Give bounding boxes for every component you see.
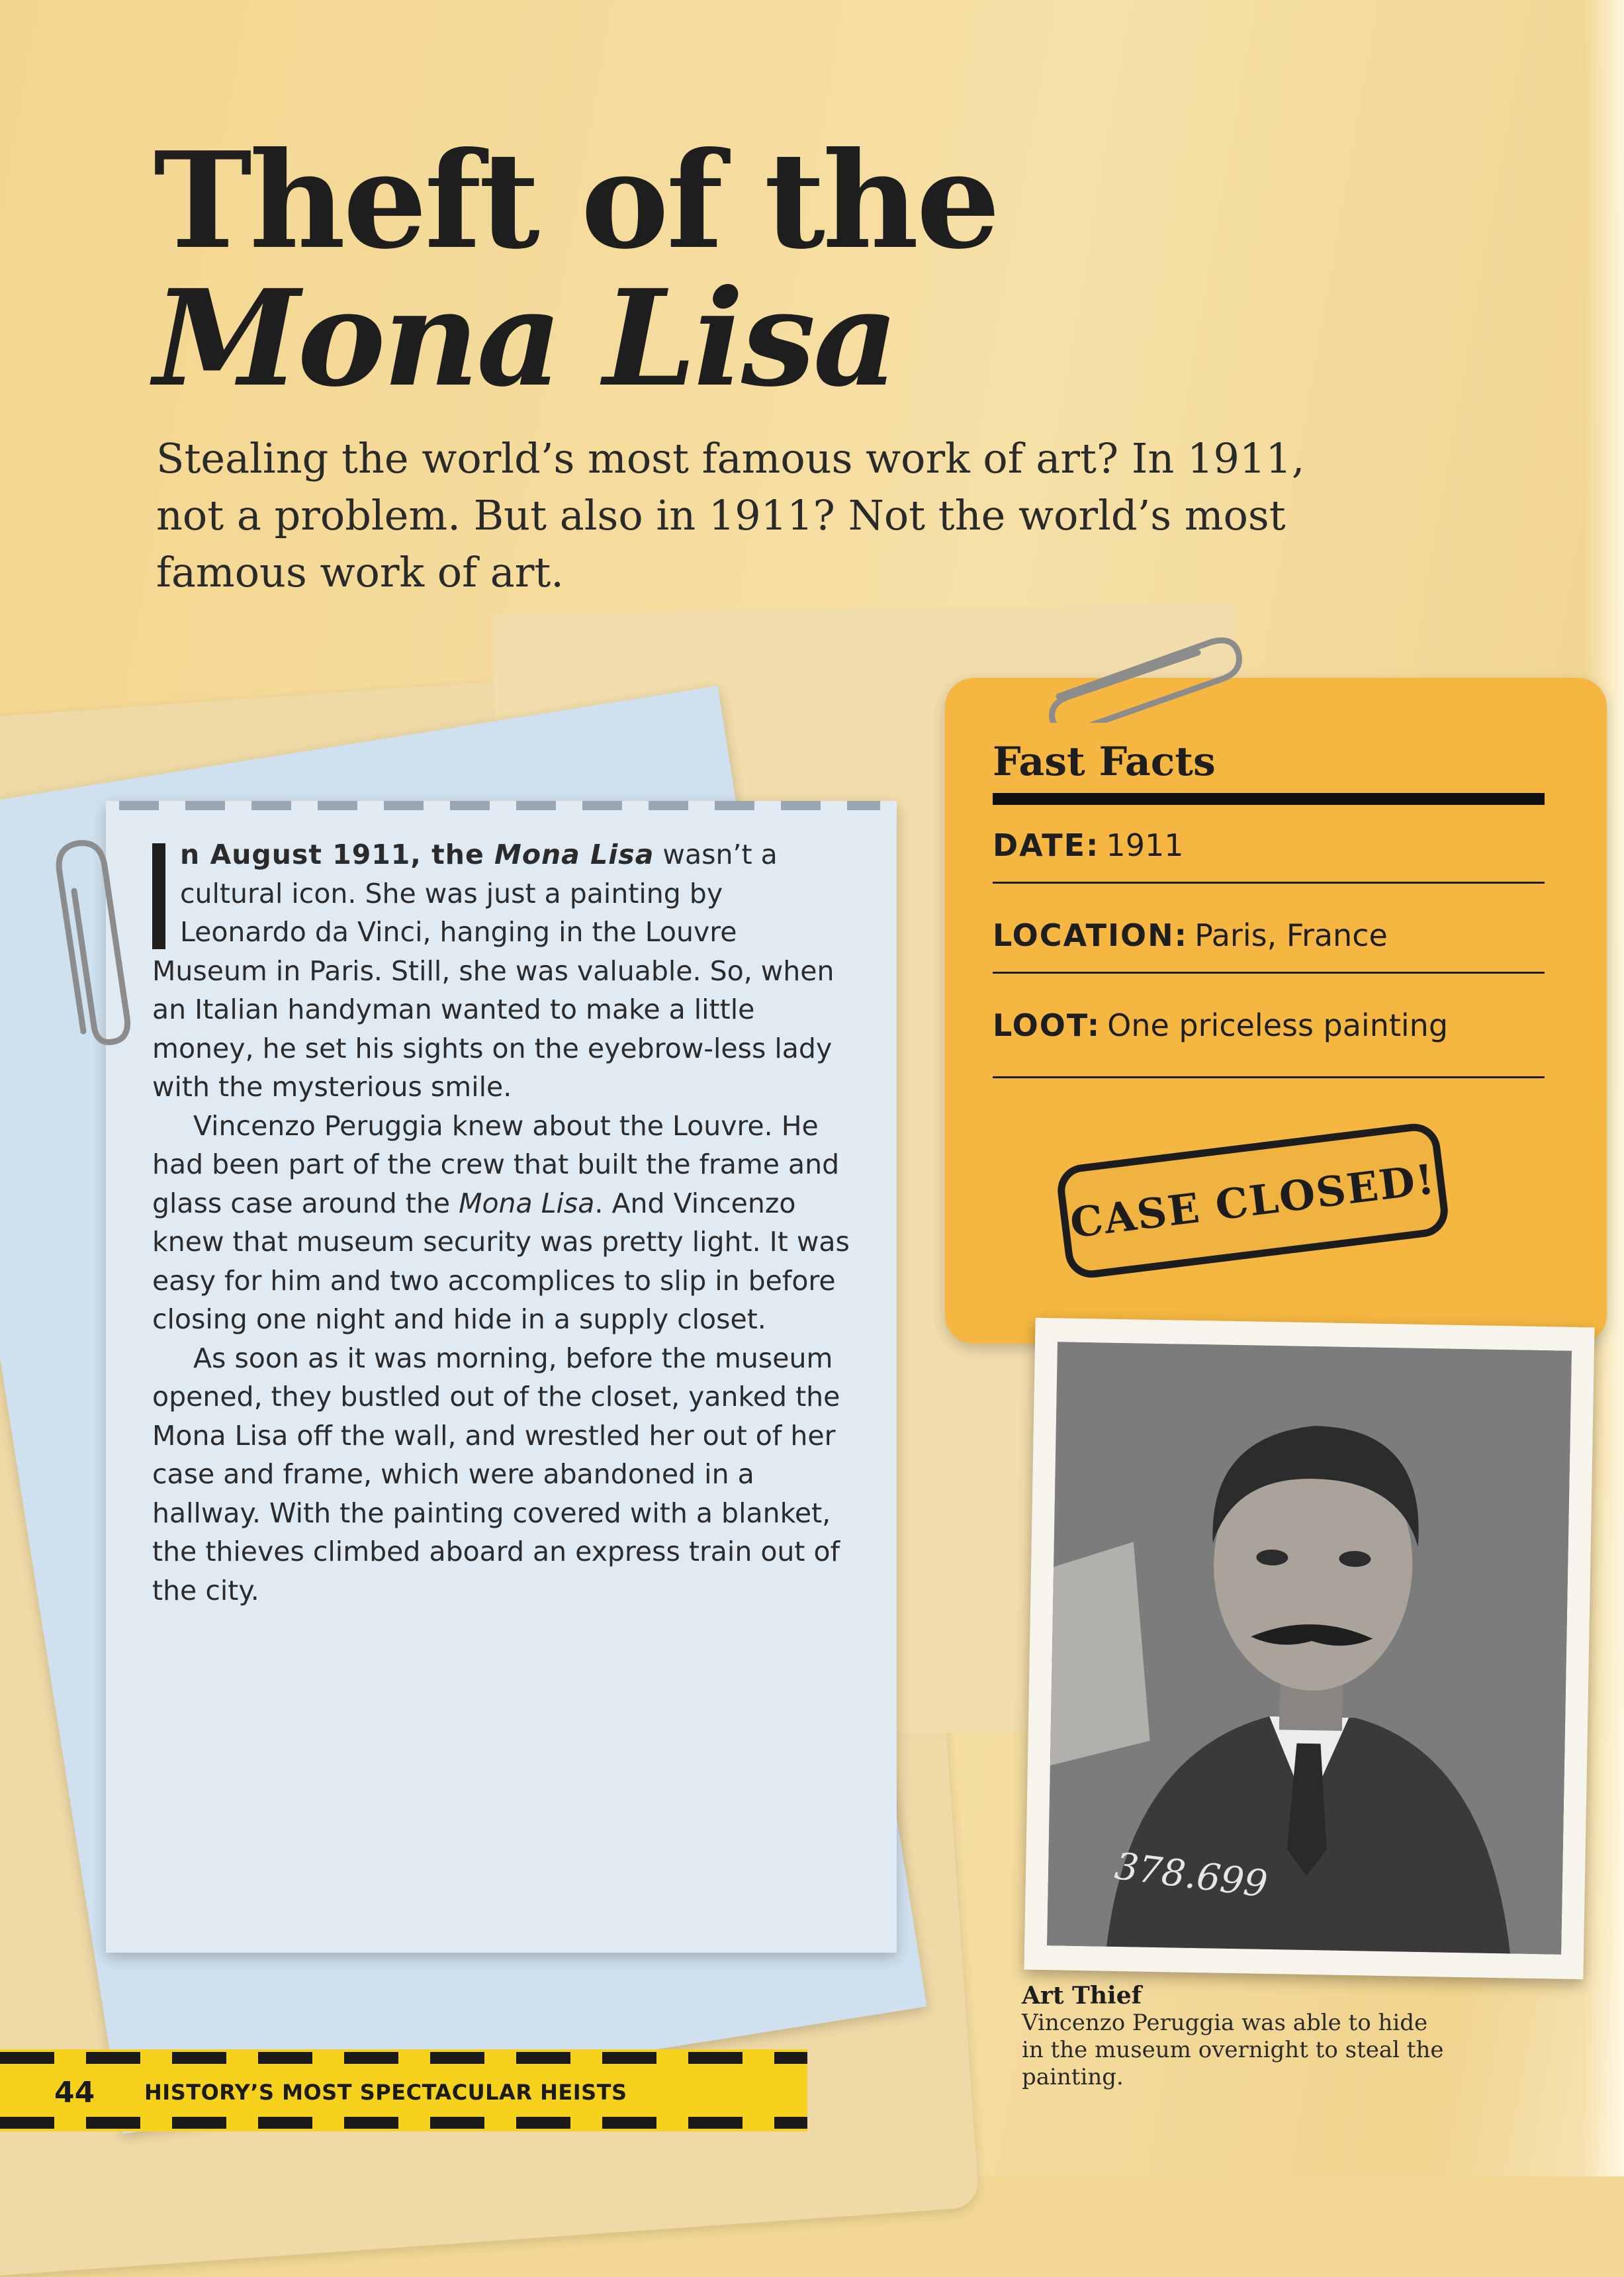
fact-date xyxy=(993,827,1545,884)
photo-caption-title: Art Thief xyxy=(1022,1982,1142,2010)
fact-loot-value: One priceless painting xyxy=(1107,1007,1449,1043)
fact-date-label: DATE: xyxy=(993,827,1100,863)
fact-location xyxy=(993,917,1545,974)
fast-facts-rule xyxy=(993,793,1545,805)
title-line-1: Theft of the xyxy=(154,123,998,279)
page-title xyxy=(154,123,998,416)
article-paragraph-2 xyxy=(152,1107,854,1339)
lead-text: n August 1911, the xyxy=(180,839,495,870)
fact-location-value: Paris, France xyxy=(1195,917,1388,953)
fact-loot xyxy=(993,1007,1545,1078)
lead-title-italic: Mona Lisa xyxy=(494,839,654,870)
paragraph-2-italic: Mona Lisa xyxy=(459,1187,595,1219)
photo-id-number: 378.699 xyxy=(1112,1845,1270,1906)
paragraph-1-text: wasn’t a cultural icon. She was just a painting by Leonardo da Vinci, hanging in the Louvre Museum in Paris. Still, she was valuable. So, when an Italian handyman wanted to make a little money, he set his sights on the eyebrow-less lady with the mysterious smile. xyxy=(152,839,835,1103)
paragraph-2-text-c: . And Vincenzo knew that museum security was pretty light. It was easy for him and two accomplices to slip in before closing one night and hide in a supply closet. xyxy=(152,1187,850,1335)
running-head: HISTORY’S MOST SPECTACULAR HEISTS xyxy=(144,2080,627,2105)
paperclip-icon xyxy=(1032,624,1244,723)
photo-caption-text: Vincenzo Peruggia was able to hide in the museum overnight to steal the painting. xyxy=(1022,2010,1444,2090)
mugshot-photo xyxy=(1047,1342,1572,1954)
fast-facts-title: Fast Facts xyxy=(993,739,1216,785)
page-subtitle: Stealing the world’s most famous work of art? In 1911, not a problem. But also in 1911? Not the world’s most famous work of art. xyxy=(156,434,1305,596)
fast-facts-card xyxy=(945,678,1607,1344)
article-paragraph-3: As soon as it was morning, before the museum opened, they bustled out of the closet, yanked the Mona Lisa off the wall, and wrestled her out of her case and frame, which were abandoned in a hallway. With the painting covered with a blanket, the thieves climbed aboard an express train out of the city. xyxy=(152,1342,840,1606)
case-closed-stamp: CASE CLOSED! xyxy=(1055,1121,1451,1281)
fact-loot-label: LOOT: xyxy=(993,1007,1101,1043)
drop-cap-bar xyxy=(152,843,165,949)
page-number: 44 xyxy=(54,2076,95,2110)
fact-location-label: LOCATION: xyxy=(993,917,1189,953)
paper-dashed-edge xyxy=(119,801,880,810)
fact-date-value: 1911 xyxy=(1106,827,1184,863)
article-paragraph-1 xyxy=(152,835,854,1107)
photo-frame xyxy=(1024,1318,1594,1980)
article-lead xyxy=(180,839,654,870)
paperclip-icon xyxy=(44,833,143,1051)
article-body xyxy=(152,835,854,1610)
title-line-2: Mona Lisa xyxy=(154,261,897,416)
paragraph-2-text-a: Vincenzo Peruggia knew about the Louvre. He had been part of the crew that built the frame and glass case around the xyxy=(152,1109,840,1219)
